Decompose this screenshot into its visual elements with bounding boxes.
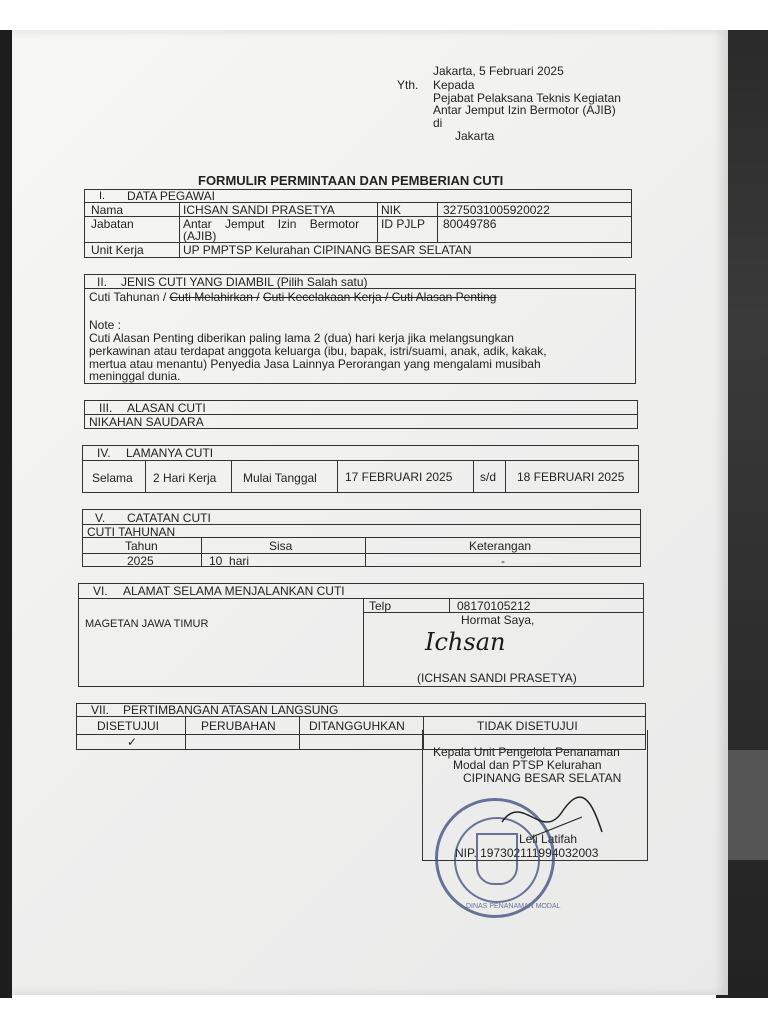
city: Jakarta [455,129,495,143]
unitkerja-value: UP PMPTSP Kelurahan CIPINANG BESAR SELATAN [183,243,472,257]
approver-line-3: CIPINANG BESAR SELATAN [463,771,622,785]
signer-name: (ICHSAN SANDI PRASETYA) [417,671,577,685]
section-data-pegawai [84,189,632,258]
section-6-heading: ALAMAT SELAMA MENJALANKAN CUTI [123,584,345,598]
approver-nip: NIP. 197302111994032003 [455,846,599,860]
option-cuti-tahunan: Cuti Tahunan [89,290,160,304]
alasan-value: NIKAHAN SAUDARA [89,415,204,429]
section-7-heading: PERTIMBANGAN ATASAN LANGSUNG [123,703,339,717]
section-2-heading: JENIS CUTI YANG DIAMBIL (Pilih Salah satu) [121,275,368,289]
section-1-heading: DATA PEGAWAI [127,189,216,203]
jabatan-label: Jabatan [91,217,134,231]
option-cuti-melahirkan: Cuti Melahirkan / [169,290,260,304]
section-jenis-cuti [84,274,636,384]
col-keterangan: Keterangan [469,539,532,553]
section-6-number: VI. [93,584,108,598]
section-alasan-cuti [84,400,638,429]
jabatan-value-line-2: (AJIB) [183,229,217,243]
mulai-label: Mulai Tanggal [243,471,317,485]
address-value: MAGETAN JAWA TIMUR [85,618,209,630]
note-line-4: meninggal dunia. [89,369,181,383]
note-line-2: perkawinan atau terdapat anggota keluarga (ibu, bapak, istri/suami, anak, adik, kakak, [89,344,547,358]
approver-name: Leli Latifah [519,832,578,846]
section-3-heading: ALASAN CUTI [127,401,206,415]
section-5-number: V. [95,511,106,525]
employee-signature: Ichsan [425,628,506,656]
telp-label: Telp [369,599,392,613]
di-label: di [433,116,443,130]
form-title: FORMULIR PERMINTAAN DAN PEMBERIAN CUTI [198,173,504,188]
section-2-number: II. [97,275,108,289]
section-catatan-cuti [82,509,641,567]
yth-label: Yth. [397,78,419,92]
stamp-text: DINAS PENANAMAN MODAL [466,903,561,910]
recipient-line-1: Pejabat Pelaksana Teknis Kegiatan [433,91,621,105]
section-lamanya-cuti [82,445,639,493]
cuti-tahunan-subheading: CUTI TAHUNAN [87,525,176,539]
note-label: Note : [89,318,122,332]
option-separator: / [159,290,170,304]
check-mark: ✓ [127,735,138,749]
hormat-saya: Hormat Saya, [461,613,535,627]
idpjlp-label: ID PJLP [381,217,426,231]
jabatan-value-line-1: Antar Jemput Izin Bermotor [183,217,360,231]
form-document [12,30,728,995]
place-date: Jakarta, 5 Februari 2025 [433,64,564,78]
approver-signature-icon [492,782,612,862]
section-7-number: VII. [91,703,110,717]
selama-value: 2 Hari Kerja [153,471,217,485]
approver-line-2: Modal dan PTSP Kelurahan [453,758,602,772]
section-alamat-cuti [78,583,644,687]
section-4-heading: LAMANYA CUTI [126,446,214,460]
cuti-type-options [89,290,496,304]
col-sisa: Sisa [269,539,293,553]
section-5-heading: CATATAN CUTI [127,511,211,525]
nama-label: Nama [91,203,124,217]
tahun-value: 2025 [127,554,154,568]
idpjlp-value: 80049786 [443,217,497,231]
approver-line-1: Kepala Unit Pengelola Penanaman [433,745,620,759]
sisa-value: 10 hari [209,554,250,568]
sd-label: s/d [480,470,497,484]
recipient-line-2: Antar Jemput Izin Bermotor (AJIB) [433,103,616,117]
nama-value: ICHSAN SANDI PRASETYA [183,203,335,217]
option-other-cuti: Cuti Kecelakaan Kerja / Cuti Alasan Penting [262,290,497,304]
start-date: 17 FEBRUARI 2025 [345,470,453,484]
kepada-label: Kepada [433,78,475,92]
note-line-1: Cuti Alasan Penting diberikan paling lama 2 (dua) hari kerja jika melangsungkan [89,331,514,345]
telp-value: 08170105212 [457,599,531,613]
unitkerja-label: Unit Kerja [91,243,144,257]
col-disetujui: DISETUJUI [97,719,160,733]
nik-label: NIK [381,203,402,217]
section-3-number: III. [99,401,113,415]
nik-value: 3275031005920022 [443,203,550,217]
section-4-number: IV. [97,446,111,460]
col-tahun: Tahun [125,539,158,553]
col-ditangguhkan: DITANGGUHKAN [309,719,405,733]
section-1-number: I. [99,190,106,202]
col-tidak-disetujui: TIDAK DISETUJUI [477,719,578,733]
note-line-3: mertua atau menantu) Penyedia Jasa Lainnya Perorangan yang mengalami musibah [89,357,541,371]
photo-background-left [0,30,12,998]
col-perubahan: PERUBAHAN [201,719,276,733]
end-date: 18 FEBRUARI 2025 [517,470,625,484]
selama-label: Selama [92,471,133,485]
keterangan-value: - [501,554,505,568]
